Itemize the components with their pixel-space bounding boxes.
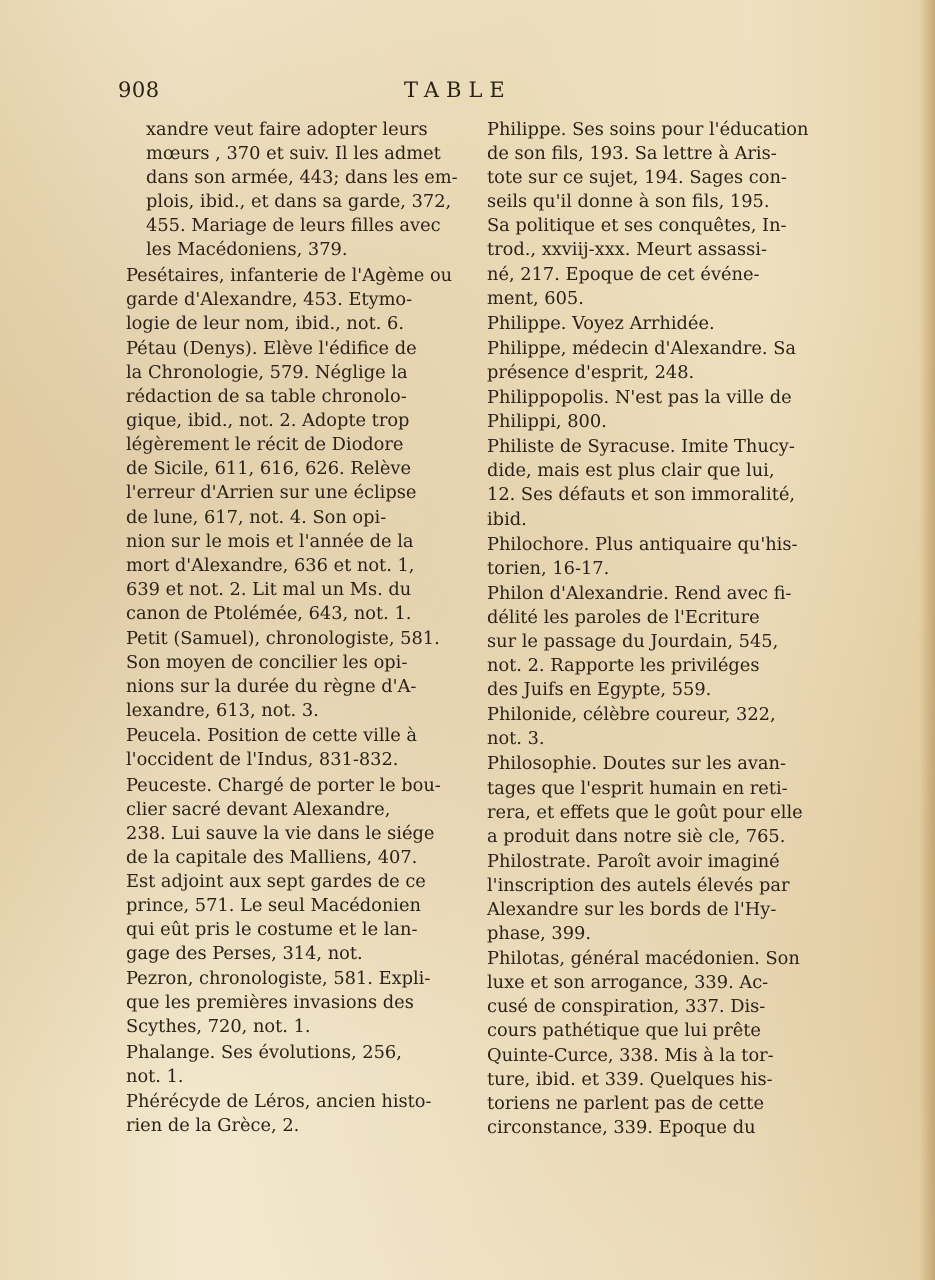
- index-entry-line: rien de la Grèce, 2.: [126, 1114, 300, 1136]
- index-entry-line: Quinte-Curce, 338. Mis à la tor-: [487, 1044, 774, 1066]
- index-entry-line: tages que l'esprit humain en reti-: [487, 777, 788, 799]
- index-entry: [126, 337, 464, 626]
- index-entry: [487, 533, 825, 581]
- index-entry-line: Petit (Samuel), chronologiste, 581.: [126, 627, 440, 649]
- index-entry-line: mort d'Alexandre, 636 et not. 1,: [126, 554, 415, 576]
- index-entry-line: ture, ibid. et 339. Quelques his-: [487, 1068, 773, 1090]
- index-entry-line: 639 et not. 2. Lit mal un Ms. du: [126, 578, 412, 600]
- index-entry-line: circonstance, 339. Epoque du: [487, 1116, 756, 1138]
- index-entry-line: gique, ibid., not. 2. Adopte trop: [126, 410, 410, 432]
- index-entry-line: Philostrate. Paroît avoir imaginé: [487, 850, 780, 872]
- index-entry-line: ment, 605.: [487, 287, 584, 309]
- index-entry-line: Peucela. Position de cette ville à: [126, 725, 418, 747]
- index-entry: [487, 582, 825, 702]
- index-column-left: [126, 118, 464, 1139]
- index-entry: [487, 386, 825, 434]
- index-entry-line: né, 217. Epoque de cet événe-: [487, 263, 760, 285]
- index-entry-line: Philochore. Plus antiquaire qu'his-: [487, 533, 798, 555]
- index-entry-line: xandre veut faire adopter leurs: [146, 119, 428, 140]
- index-entry-line: lexandre, 613, not. 3.: [126, 700, 319, 722]
- index-entry-line: Philippi, 800.: [487, 411, 607, 433]
- index-entry: [487, 312, 825, 336]
- index-entry: [126, 774, 464, 967]
- index-entry-line: garde d'Alexandre, 453. Etymo-: [126, 288, 413, 310]
- index-entry-line: de son fils, 193. Sa lettre à Aris-: [487, 143, 777, 165]
- index-entry: [126, 967, 464, 1039]
- index-entry-line: ibid.: [487, 508, 527, 530]
- index-entry-line: Philippe, médecin d'Alexandre. Sa: [487, 337, 797, 359]
- index-entry-line: les Macédoniens, 379.: [146, 239, 348, 261]
- index-entry-line: l'inscription des autels élevés par: [487, 874, 790, 896]
- index-entry-line: nion sur le mois et l'année de la: [126, 530, 414, 552]
- index-entry-line: toriens ne parlent pas de cette: [487, 1092, 764, 1114]
- index-entry: [487, 118, 825, 311]
- index-entry-line: trod., xxviij-xxx. Meurt assassi-: [487, 239, 767, 261]
- index-entry-line: Philotas, général macédonien. Son: [487, 948, 800, 970]
- index-entry-line: la Chronologie, 579. Néglige la: [126, 361, 408, 383]
- index-entry-line: légèrement le récit de Diodore: [126, 434, 404, 456]
- index-entry-line: Philonide, célèbre coureur, 322,: [487, 704, 776, 726]
- index-entry: [487, 752, 825, 848]
- index-entry-line: l'erreur d'Arrien sur une éclipse: [126, 482, 417, 504]
- index-entry: [126, 264, 464, 336]
- index-entry-line: qui eût pris le costume et le lan-: [126, 919, 418, 941]
- index-entry-line: not. 3.: [487, 728, 545, 750]
- index-entry-line: Est adjoint aux sept gardes de ce: [126, 870, 426, 892]
- index-entry: [487, 850, 825, 946]
- index-entry-line: dans son armée, 443; dans les em-: [146, 167, 458, 189]
- index-entry-line: présence d'esprit, 248.: [487, 361, 695, 383]
- index-entry: [487, 947, 825, 1140]
- index-entry-line: Pesétaires, infanterie de l'Agème ou: [126, 264, 453, 286]
- index-entry-line: 238. Lui sauve la vie dans le siége: [126, 822, 435, 844]
- index-entry-line: Philippe. Ses soins pour l'éducation: [487, 119, 809, 140]
- index-entry-line: de lune, 617, not. 4. Son opi-: [126, 506, 387, 528]
- index-entry-line: Philiste de Syracuse. Imite Thucy-: [487, 436, 795, 458]
- index-entry-line: torien, 16-17.: [487, 557, 610, 579]
- index-entry-line: Pezron, chronologiste, 581. Expli-: [126, 968, 431, 990]
- index-entry-line: nions sur la durée du règne d'A-: [126, 676, 417, 698]
- index-entry-line: des Juifs en Egypte, 559.: [487, 679, 712, 701]
- index-entry-line: délité les paroles de l'Ecriture: [487, 606, 760, 628]
- index-entry-line: plois, ibid., et dans sa garde, 372,: [146, 191, 452, 213]
- index-entry-line: cours pathétique que lui prête: [487, 1020, 761, 1042]
- index-column-right: [487, 118, 825, 1141]
- page-number: 908: [118, 78, 160, 102]
- index-entry-line: not. 1.: [126, 1065, 184, 1087]
- index-entry-line: 455. Mariage de leurs filles avec: [146, 215, 441, 237]
- index-entry-line: Sa politique et ses conquêtes, In-: [487, 215, 787, 237]
- index-entry: [487, 435, 825, 531]
- index-entry-line: Phérécyde de Léros, ancien histo-: [126, 1090, 432, 1112]
- index-entry: [126, 724, 464, 772]
- index-entry-line: rera, et effets que le goût pour elle: [487, 801, 803, 823]
- index-entry-line: Phalange. Ses évolutions, 256,: [126, 1041, 402, 1063]
- index-entry: [126, 1090, 464, 1138]
- index-entry-line: rédaction de sa table chronolo-: [126, 386, 407, 408]
- index-entry-line: que les premières invasions des: [126, 992, 414, 1014]
- index-entry-line: Philippopolis. N'est pas la ville de: [487, 387, 792, 409]
- index-entry-line: dide, mais est plus clair que lui,: [487, 460, 775, 482]
- index-entry-line: de la capitale des Malliens, 407.: [126, 846, 418, 868]
- index-entry: [487, 337, 825, 385]
- index-entry-line: sur le passage du Jourdain, 545,: [487, 630, 779, 652]
- index-entry-line: 12. Ses défauts et son immoralité,: [487, 484, 796, 506]
- index-entry-line: Peuceste. Chargé de porter le bou-: [126, 774, 441, 796]
- index-entry-line: Son moyen de concilier les opi-: [126, 652, 408, 674]
- index-entry-line: canon de Ptolémée, 643, not. 1.: [126, 602, 412, 624]
- index-entry-line: seils qu'il donne à son fils, 195.: [487, 191, 770, 213]
- index-entry-line: Pétau (Denys). Elève l'édifice de: [126, 337, 417, 359]
- page-edge-shadow: [919, 0, 935, 1280]
- index-entry-line: clier sacré devant Alexandre,: [126, 798, 391, 820]
- page-header: [118, 78, 818, 108]
- index-entry-line: prince, 571. Le seul Macédonien: [126, 895, 421, 916]
- index-entry-line: gage des Perses, 314, not.: [126, 943, 363, 965]
- index-entry-line: Scythes, 720, not. 1.: [126, 1016, 311, 1038]
- index-entry-line: tote sur ce sujet, 194. Sages con-: [487, 167, 787, 189]
- index-entry-line: de Sicile, 611, 616, 626. Relève: [126, 458, 412, 480]
- index-entry-line: cusé de conspiration, 337. Dis-: [487, 996, 766, 1018]
- index-entry-line: a produit dans notre siè cle, 765.: [487, 825, 786, 847]
- index-entry: [126, 627, 464, 723]
- index-entry-line: Philippe. Voyez Arrhidée.: [487, 312, 715, 334]
- index-entry: [126, 1041, 464, 1089]
- index-entry: [126, 118, 464, 263]
- index-entry-line: l'occident de l'Indus, 831-832.: [126, 749, 399, 771]
- index-entry-line: Philon d'Alexandrie. Rend avec fi-: [487, 582, 792, 604]
- index-entry-line: phase, 399.: [487, 923, 591, 945]
- index-entry: [487, 703, 825, 751]
- index-entry-line: luxe et son arrogance, 339. Ac-: [487, 972, 769, 994]
- index-entry-line: Philosophie. Doutes sur les avan-: [487, 753, 786, 775]
- index-entry-line: Alexandre sur les bords de l'Hy-: [487, 899, 777, 920]
- index-entry-line: not. 2. Rapporte les priviléges: [487, 655, 760, 677]
- index-entry-line: logie de leur nom, ibid., not. 6.: [126, 312, 404, 334]
- running-title: TABLE: [404, 78, 512, 102]
- index-entry-line: mœurs , 370 et suiv. Il les admet: [146, 143, 441, 165]
